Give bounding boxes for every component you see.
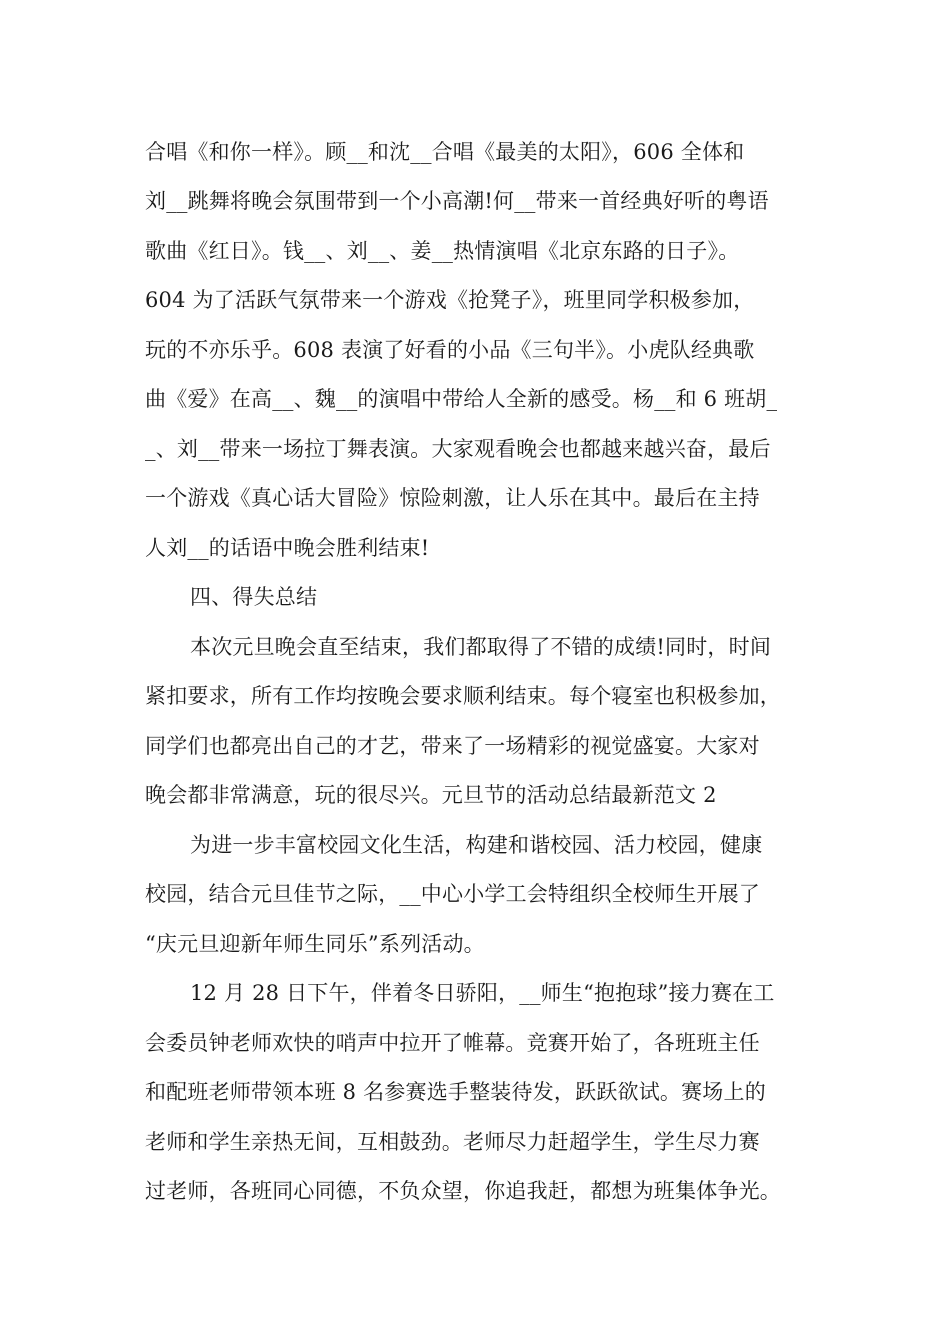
paragraph-line: 刘__跳舞将晚会氛围带到一个小高潮!何__带来一首经典好听的粤语 [145, 189, 769, 213]
paragraph-line: 晚会都非常满意，玩的很尽兴。元旦节的活动总结最新范文 2 [145, 783, 717, 807]
paragraph-line: 本次元旦晚会直至结束，我们都取得了不错的成绩!同时，时间 [190, 635, 772, 659]
paragraph-line: 合唱《和你一样》。顾__和沈__合唱《最美的太阳》，606 全体和 [145, 140, 745, 164]
paragraph-line: 曲《爱》在高__、魏__的演唱中带给人全新的感受。杨__和 6 班胡_ [145, 387, 778, 411]
paragraph-line: _、刘__带来一场拉丁舞表演。大家观看晚会也都越来越兴奋，最后 [145, 437, 771, 461]
paragraph-line: 会委员钟老师欢快的哨声中拉开了帷幕。竞赛开始了，各班班主任 [145, 1031, 760, 1055]
paragraph-line: 604 为了活跃气氛带来一个游戏《抢凳子》，班里同学积极参加， [145, 288, 755, 312]
section-heading: 四、得失总结 [190, 585, 318, 609]
paragraph-line: “庆元旦迎新年师生同乐”系列活动。 [145, 932, 485, 956]
paragraph-line: 过老师，各班同心同德，不负众望，你追我赶，都想为班集体争光。 [145, 1179, 781, 1203]
paragraph-line: 老师和学生亲热无间，互相鼓劲。老师尽力赶超学生，学生尽力赛 [145, 1130, 760, 1154]
paragraph-line: 为进一步丰富校园文化生活，构建和谐校园、活力校园，健康 [190, 833, 763, 857]
paragraph-line: 一个游戏《真心话大冒险》惊险刺激，让人乐在其中。最后在主持 [145, 486, 760, 510]
paragraph-line: 人刘__的话语中晚会胜利结束! [145, 536, 430, 560]
paragraph-line: 歌曲《红日》。钱__、刘__、姜__热情演唱《北京东路的日子》。 [145, 239, 740, 263]
paragraph-line: 同学们也都亮出自己的才艺，带来了一场精彩的视觉盛宴。大家对 [145, 734, 760, 758]
paragraph-line: 校园，结合元旦佳节之际，__中心小学工会特组织全校师生开展了 [145, 882, 760, 906]
paragraph-line: 玩的不亦乐乎。608 表演了好看的小品《三句半》。小虎队经典歌 [145, 338, 755, 362]
paragraph-line: 和配班老师带领本班 8 名参赛选手整装待发，跃跃欲试。赛场上的 [145, 1080, 766, 1104]
paragraph-line: 紧扣要求，所有工作均按晚会要求顺利结束。每个寝室也积极参加， [145, 684, 781, 708]
paragraph-line: 12 月 28 日下午，伴着冬日骄阳，__师生“抱抱球”接力赛在工 [190, 981, 775, 1005]
